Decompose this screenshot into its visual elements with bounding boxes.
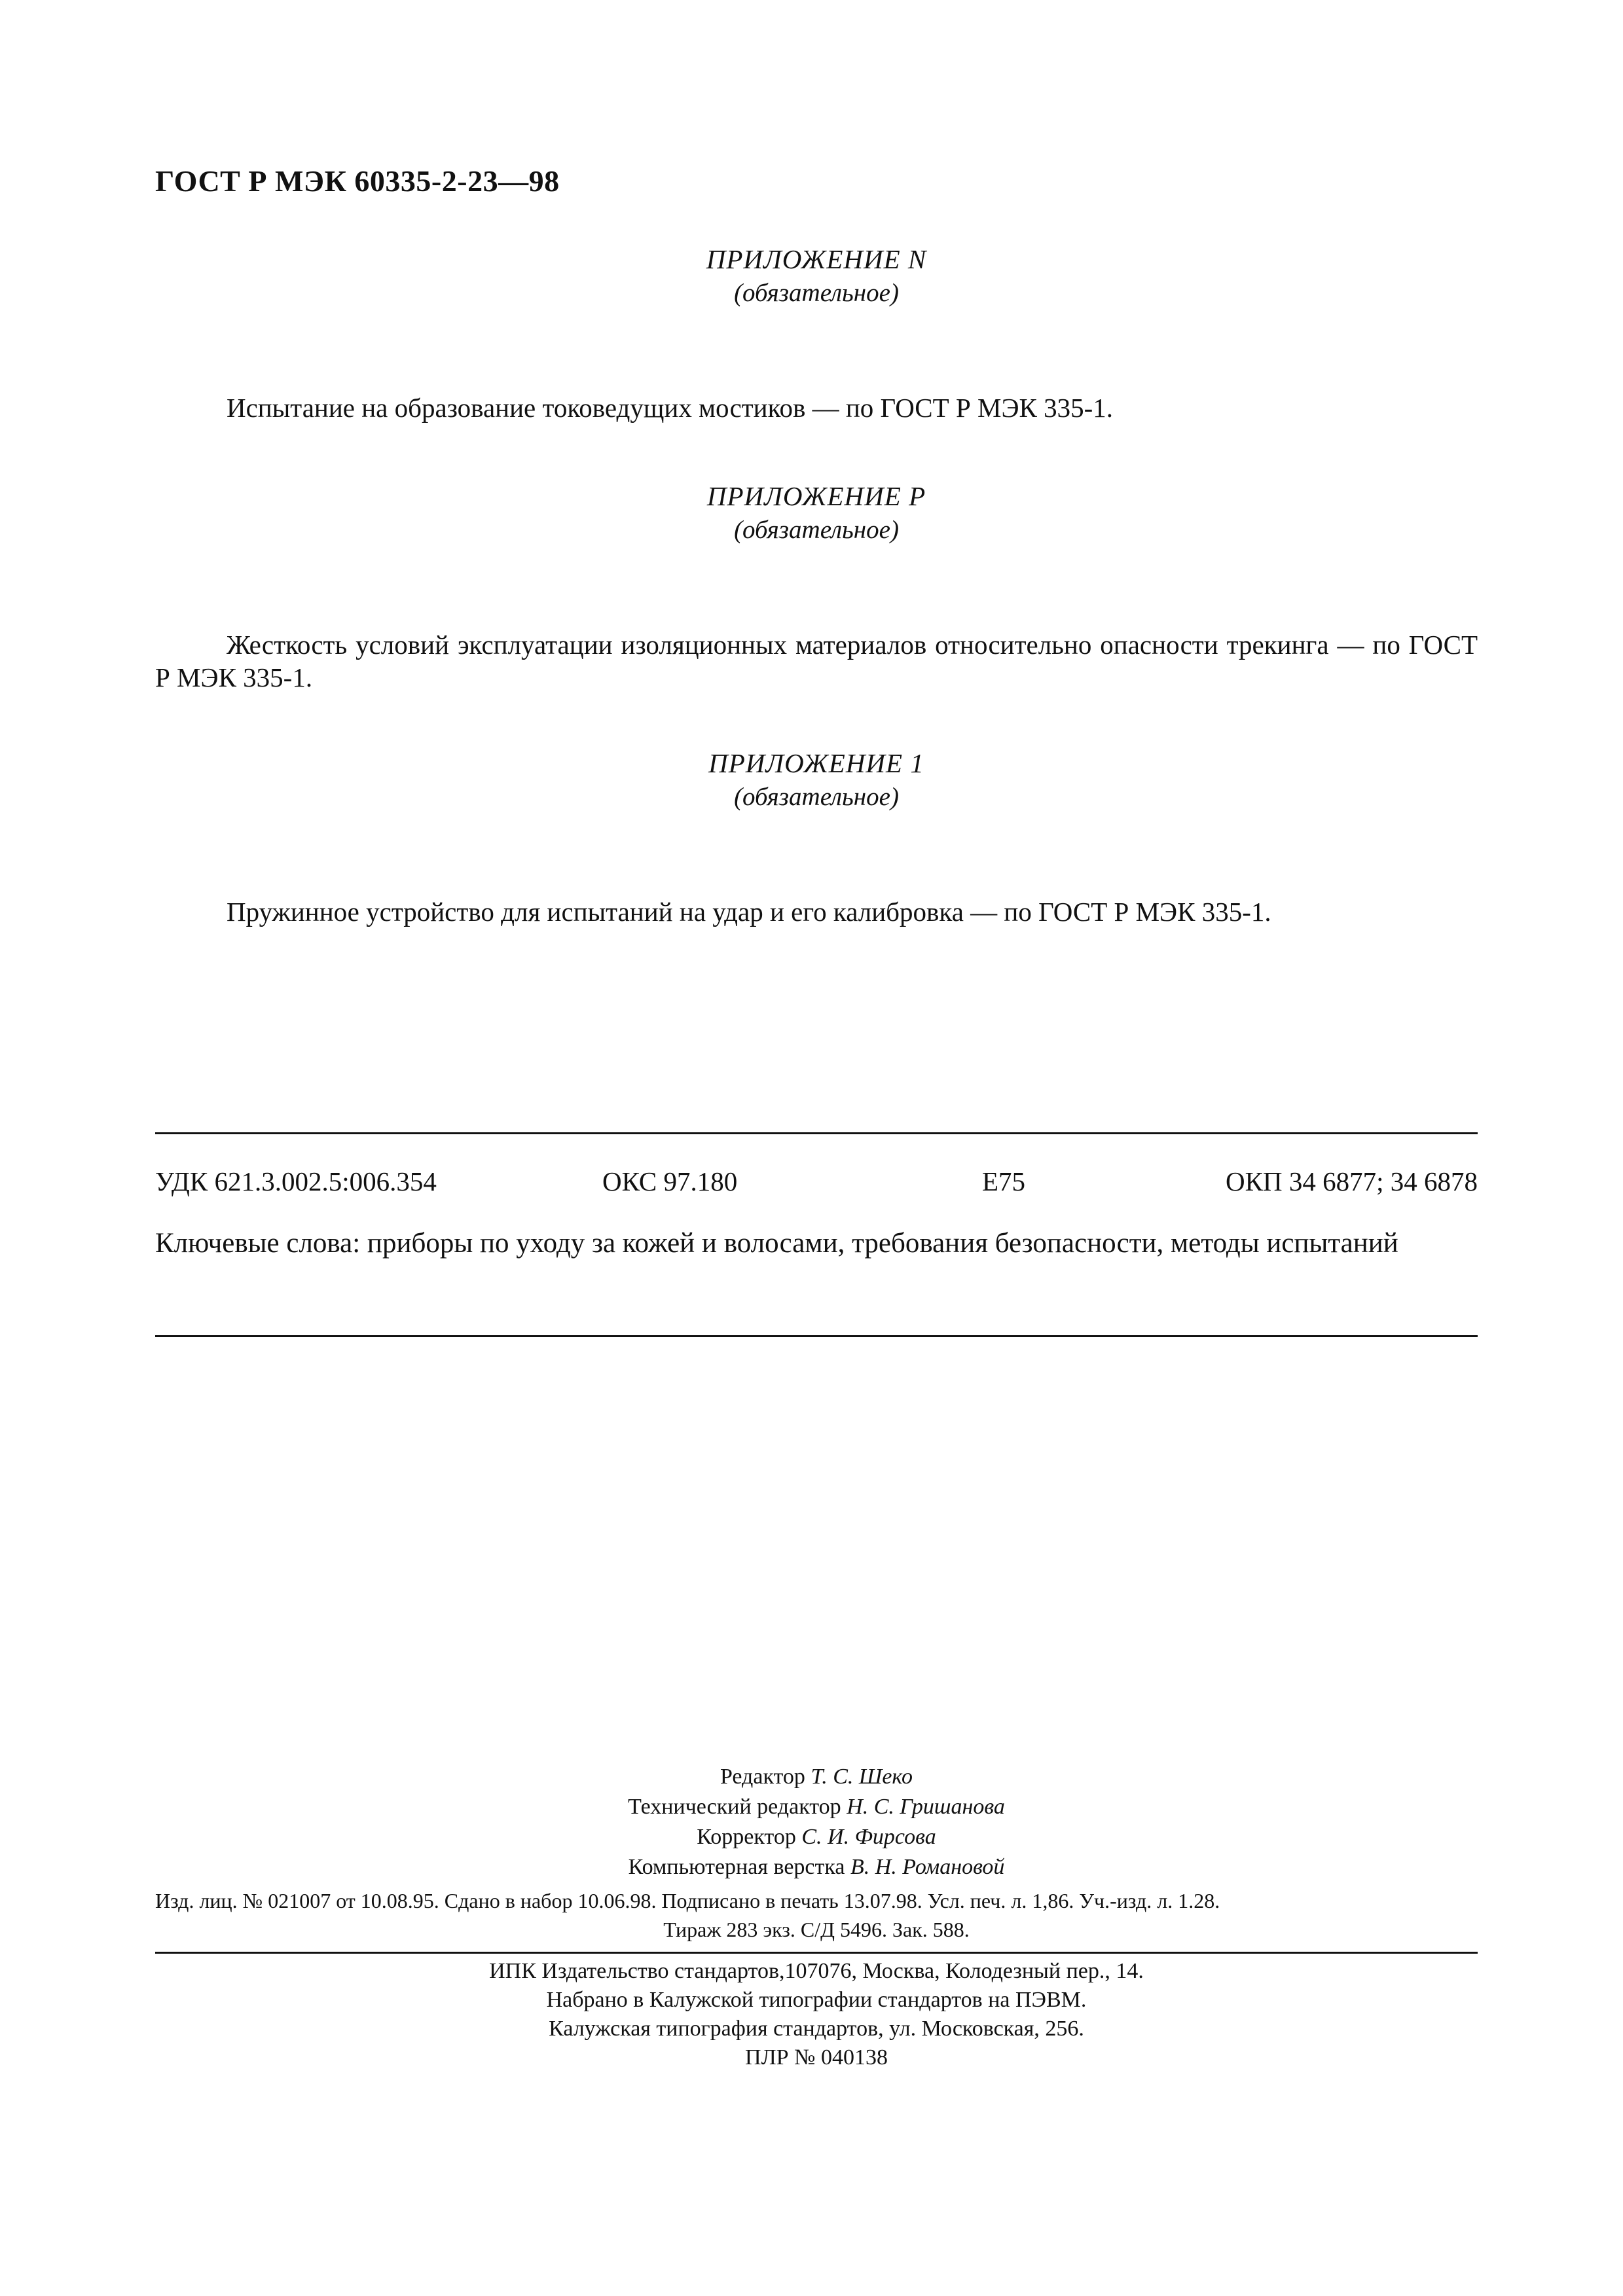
credit-role: Технический редактор [628,1795,841,1819]
divider-top [155,1132,1478,1134]
credit-layout [155,1852,1478,1882]
appendix-subtitle: (обязательное) [734,783,899,811]
credit-role: Компьютерная верстка [628,1855,845,1879]
imprint-block [155,1886,1478,1944]
group-code: Е75 [982,1166,1026,1196]
credit-editor [155,1762,1478,1792]
publisher-line: Калужская типография стандартов, ул. Московская, 256. [549,2017,1084,2041]
appendix-subtitle: (обязательное) [734,279,899,307]
publisher-line: ПЛР № 040138 [745,2045,888,2070]
credit-role: Корректор [697,1825,796,1849]
okp-code: ОКП 34 6877; 34 6878 [1226,1166,1478,1196]
divider-bottom [155,1952,1478,1954]
appendix-title: ПРИЛОЖЕНИЕ P [706,481,926,511]
divider-middle [155,1335,1478,1337]
keywords: Ключевые слова: приборы по уходу за кожей и волосами, требования безопасности, методы испытаний [155,1228,1398,1259]
credit-proofreader [155,1822,1478,1852]
oks-code: ОКС 97.180 [602,1166,738,1196]
credit-name: В. Н. Романовой [850,1855,1005,1879]
appendix-text-1: Пружинное устройство для испытаний на удар и его калибровка — по ГОСТ Р МЭК 335-1. [227,897,1271,927]
document-code: ГОСТ Р МЭК 60335-2-23—98 [155,164,560,198]
appendix-subtitle: (обязательное) [734,516,899,544]
appendix-title: ПРИЛОЖЕНИЕ N [706,244,927,274]
credit-name: Т. С. Шеко [811,1765,913,1789]
appendix-heading-n [155,242,1478,310]
publisher-line: ИПК Издательство стандартов,107076, Москва, Колодезный пер., 14. [489,1959,1144,1983]
credits-block [155,1762,1478,1882]
credit-name: С. И. Фирсова [801,1825,936,1849]
appendix-text-p: Жесткость условий эксплуатации изоляционных материалов относительно опасности трекинга — по ГОСТ Р МЭК 335-1. [155,630,1478,692]
publisher-line: Набрано в Калужской типографии стандартов на ПЭВМ. [546,1988,1087,2012]
appendix-heading-p [155,479,1478,547]
credit-tech-editor [155,1792,1478,1822]
appendix-heading-1 [155,746,1478,814]
imprint-line-1: Изд. лиц. № 021007 от 10.08.95. Сдано в набор 10.06.98. Подписано в печать 13.07.98. Усл. печ. л. 1,86. Уч.-изд. л. 1.28. [155,1889,1220,1912]
udk-code: УДК 621.3.002.5:006.354 [155,1166,437,1196]
credit-role: Редактор [720,1765,805,1789]
appendix-title: ПРИЛОЖЕНИЕ 1 [708,748,924,778]
publisher-block [155,1957,1478,2072]
credit-name: Н. С. Гришанова [847,1795,1005,1819]
imprint-line-2: Тираж 283 экз. С/Д 5496. Зак. 588. [663,1918,970,1941]
appendix-text-n: Испытание на образование токоведущих мостиков — по ГОСТ Р МЭК 335-1. [227,393,1114,423]
